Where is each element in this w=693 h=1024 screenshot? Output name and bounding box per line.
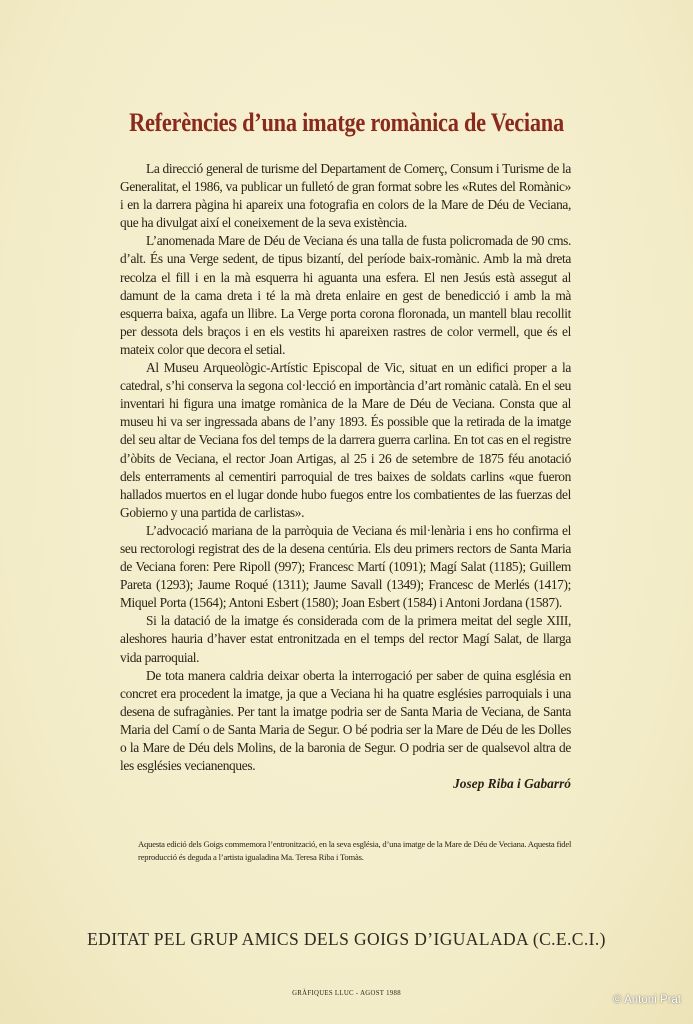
paragraph-1: La direcció general de turisme del Departament de Comerç, Consum i Turisme de la Generalitat, el 1986, va publicar un fulletó de gran format sobre les «Rutes del Romànic» i en la darrera pàgina hi apareix una fotografia en colors de la Mare de Déu de Veciana, que ha divulgat així el coneixement de la seva existència.	[120, 161, 571, 231]
paragraph-6: De tota manera caldria deixar oberta la interrogació per saber de quina església en concret era procedent la imatge, ja que a Veciana hi ha quatre esglésies parroquials i una desena de sufragànies. Per tant la imatge podria ser de Santa Maria de Veciana, de Santa Maria del Camí o de Santa Maria de Segur. O bé podria ser la Mare de Déu de les Dolles o la Mare de Déu dels Molins, de la baronia de Segur. O podria ser de qualsevol altra de les esglésies vecianenques.	[120, 667, 571, 774]
author-signature: Josep Riba i Gabarró	[453, 776, 571, 791]
article-body	[120, 160, 571, 775]
paragraph-4: L’advocació mariana de la parròquia de Veciana és mil·lenària i ens ho confirma el seu rectorologi registrat des de la desena centúria. Els deu primers rectors de Santa Maria de Veciana foren: Pere Ripoll (997); Francesc Martí (1091); Magí Salat (1185); Guillem Pareta (1293); Jaume Roqué (1311); Jaume Savall (1349); Francesc de Merlés (1417); Miquel Porta (1564); Antoni Esbert (1580); Joan Esbert (1584) i Antoni Jordana (1587).	[120, 522, 571, 611]
edition-note	[138, 838, 572, 863]
paragraph-5: Si la datació de la imatge és considerada com de la primera meitat del segle XIII, aleshores hauria d’haver estat entronitzada en el temps del rector Magí Salat, de llarga vida parroquial.	[120, 613, 571, 665]
copyright-watermark: © Antoni Prat	[613, 994, 681, 1006]
paragraph-3: Al Museu Arqueològic-Artístic Episcopal de Vic, situat en un edifici proper a la catedral, s’hi conserva la segona col·lecció en importància d’art romànic català. En el seu inventari hi figura una imatge romànica de la Mare de Déu de Veciana. Consta que al museu hi va ser ingressada abans de l’any 1893. És possible que la retirada de la imatge del seu altar de Veciana fos del temps de la darrera guerra carlina. En tot cas en el registre d’òbits de Veciana, el rector Joan Artigas, al 25 i 26 de setembre de 1875 féu anotació dels enterraments al cementiri parroquial de tres baixes de soldats carlins «que fueron hallados muertos en el lugar donde hubo fuegos entre los combatientes de las fuerzas del Gobierno y una partida de carlistas».	[120, 360, 571, 520]
printer-line: GRÀFIQUES LLUC - AGOST 1988	[292, 990, 401, 997]
page-title: Referències d’una imatge romànica de Veciana	[129, 108, 564, 137]
publisher-line: EDITAT PEL GRUP AMICS DELS GOIGS D’IGUALADA (C.E.C.I.)	[87, 929, 606, 949]
paragraph-2: L’anomenada Mare de Déu de Veciana és una talla de fusta policromada de 90 cms. d’alt. És una Verge sedent, de tipus bizantí, del període baix-romànic. Amb la mà dreta recolza el fill i en la mà esquerra hi aguanta una esfera. El nen Jesús està assegut al damunt de la cama dreta i té la mà dreta enlaire en gest de benedicció i amb la mà esquerra baixa, agafa un llibre. La Verge porta corona floronada, un mantell blau recollit per dessota dels braços i en els vestits hi apareixen rastres de color vermell, que és el mateix color que decora el setial.	[120, 233, 571, 357]
edition-note-text: Aquesta edició dels Goigs commemora l’entronització, en la seva església, d’una imatge de la Mare de Déu de Veciana. Aquesta fidel reproducció és deguda a l’artista igualadina Ma. Teresa Riba i Tomàs.	[138, 839, 572, 862]
